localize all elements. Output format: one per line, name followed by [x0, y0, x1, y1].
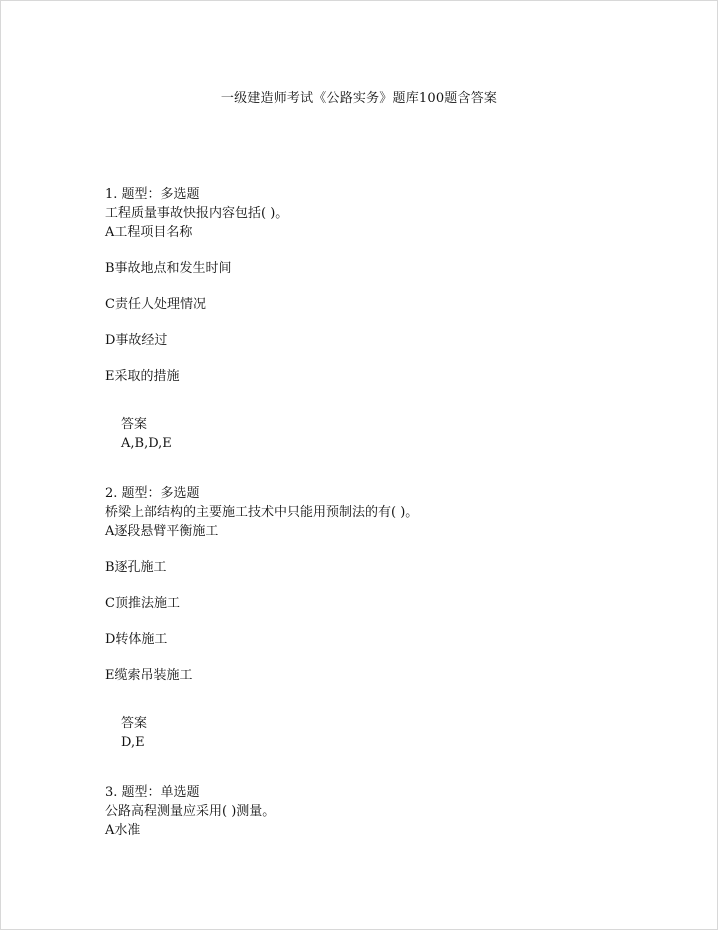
option-a: A水准 [105, 823, 141, 838]
option-b: B逐孔施工 [105, 560, 167, 575]
question-stem: 桥梁上部结构的主要施工技术中只能用预制法的有( )。 [105, 505, 419, 520]
answer-label: 答案 [121, 417, 148, 432]
question-header: 1. 题型：多选题 [105, 187, 200, 202]
question-1 [105, 185, 665, 453]
answer-value: A,B,D,E [121, 436, 172, 451]
option-a: A逐段悬臂平衡施工 [105, 524, 219, 539]
option-c: C顶推法施工 [105, 596, 180, 611]
question-stem: 公路高程测量应采用( )测量。 [105, 804, 276, 819]
question-spacer [105, 752, 665, 783]
answer-label: 答案 [121, 716, 148, 731]
answer-value: D,E [121, 735, 145, 750]
option-b: B事故地点和发生时间 [105, 261, 232, 276]
option-e: E缆索吊装施工 [105, 668, 193, 683]
document-title: 一级建造师考试《公路实务》题库100题含答案 [220, 91, 498, 106]
question-3 [105, 783, 665, 840]
question-header: 3. 题型：单选题 [105, 785, 200, 800]
option-d: D事故经过 [105, 333, 168, 348]
question-header: 2. 题型：多选题 [105, 486, 200, 501]
option-e: E采取的措施 [105, 369, 180, 384]
option-a: A工程项目名称 [105, 225, 193, 240]
question-stem: 工程质量事故快报内容包括( )。 [105, 206, 289, 221]
option-d: D转体施工 [105, 632, 168, 647]
answer-block [121, 415, 665, 453]
answer-block [121, 714, 665, 752]
question-2 [105, 484, 665, 752]
question-spacer [105, 453, 665, 484]
question-list [105, 185, 665, 840]
option-c: C责任人处理情况 [105, 297, 206, 312]
